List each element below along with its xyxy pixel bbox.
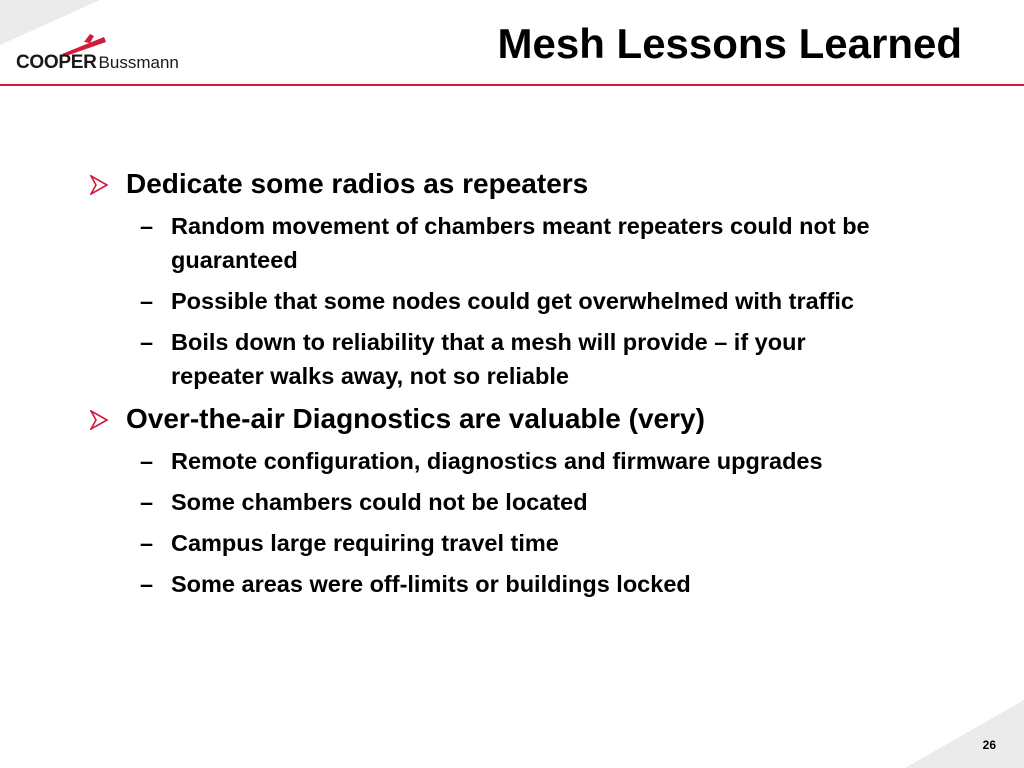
page-number: 26 (982, 738, 996, 752)
dash-bullet-icon: – (140, 329, 154, 355)
sub-bullet-text: Possible that some nodes could get overwhelmed with traffic (171, 288, 854, 314)
arrow-bullet-icon (90, 175, 108, 195)
bullet-text: Over-the-air Diagnostics are valuable (very) (126, 403, 705, 434)
sub-bullet-item (86, 444, 891, 478)
company-logo (16, 34, 206, 74)
page-title: Mesh Lessons Learned (497, 20, 962, 67)
sub-bullet-text: Some chambers could not be located (171, 489, 588, 515)
slide-content (86, 166, 966, 601)
sub-bullet-item (86, 485, 891, 519)
sub-bullet-text: Random movement of chambers meant repeaters could not be guaranteed (171, 213, 870, 273)
dash-bullet-icon: – (140, 288, 154, 314)
logo-cooper-text: COOPER (16, 52, 97, 73)
dash-bullet-icon: – (140, 213, 154, 239)
sub-bullet-list (86, 209, 966, 393)
sub-bullet-text: Campus large requiring travel time (171, 530, 559, 556)
sub-bullet-item (86, 209, 891, 277)
dash-bullet-icon: – (140, 530, 154, 556)
arrow-bullet-icon (90, 410, 108, 430)
bullet-item (86, 166, 966, 202)
dash-bullet-icon: – (140, 489, 154, 515)
bullet-text: Dedicate some radios as repeaters (126, 168, 589, 199)
sub-bullet-list (86, 444, 966, 601)
header-divider (0, 84, 1024, 86)
logo-wordmark (16, 53, 179, 74)
sub-bullet-text: Remote configuration, diagnostics and firmware upgrades (171, 448, 823, 474)
sub-bullet-item (86, 284, 891, 318)
sub-bullet-item (86, 567, 891, 601)
sub-bullet-text: Boils down to reliability that a mesh will provide – if your repeater walks away, not so reliable (171, 329, 806, 389)
dash-bullet-icon: – (140, 571, 154, 597)
sub-bullet-item (86, 325, 891, 393)
sub-bullet-item (86, 526, 891, 560)
logo-bussmann-text: Bussmann (98, 53, 179, 72)
dash-bullet-icon: – (140, 448, 154, 474)
sub-bullet-text: Some areas were off-limits or buildings locked (171, 571, 691, 597)
bullet-item (86, 401, 966, 437)
